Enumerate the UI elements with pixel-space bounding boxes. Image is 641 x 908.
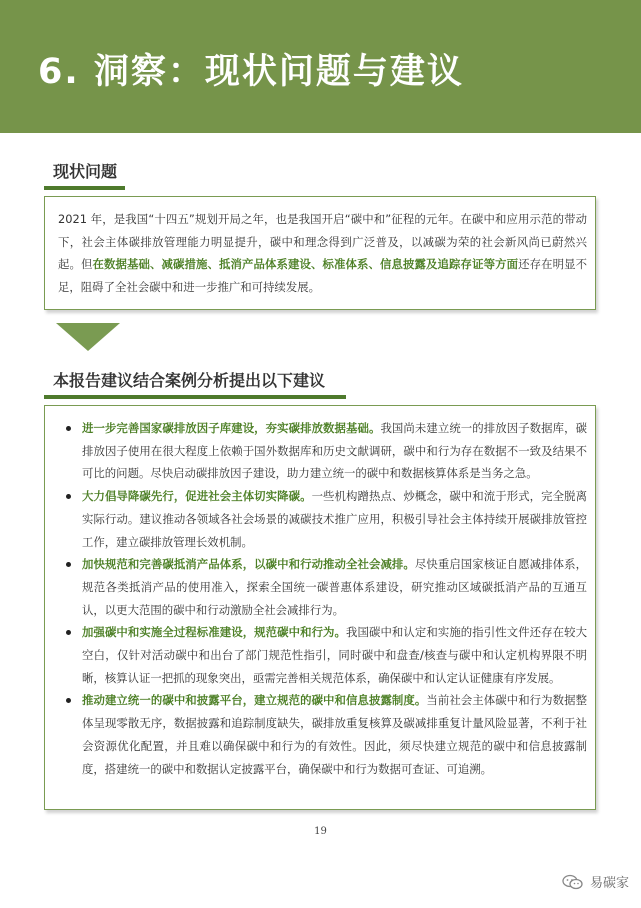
page-number: 19 — [314, 826, 327, 837]
recommendations-panel — [44, 405, 596, 810]
section-underline — [44, 395, 346, 399]
recommendation-body: 我国碳中和认定和实施的指引性文件还存在较大空白，仅针对活动碳中和出台了部门规范性指引，同时碳中和盘查/核查与碳中和认定机构界限不明晰，核算认证一把抓的现象突出，亟需完善相关规范体系，确保碳中和认定认证健康有序发展。 — [82, 625, 587, 685]
paragraph-highlight: 在数据基础、减碳措施、抵消产品体系建设、标准体系、信息披露及追踪存证等方面 — [92, 257, 519, 272]
recommendation-body: 尽快重启国家核证自愿减排体系，规范各类抵消产品的使用准入，探索全国统一碳普惠体系建设，研究推动区域碳抵消产品的互通互认，以更大范围的碳中和行动激励全社会减排行为。 — [82, 557, 587, 617]
section-title-current-issues: 现状问题 — [53, 162, 118, 181]
bullet-icon — [66, 698, 71, 703]
recommendation-item — [58, 553, 587, 621]
recommendation-lead: 加快规范和完善碳抵消产品体系，以碳中和行动推动全社会减排。 — [82, 557, 415, 572]
recommendation-item — [58, 485, 587, 553]
page-header — [0, 0, 641, 133]
recommendation-item — [58, 621, 587, 689]
page-title: 6. 洞察：现状问题与建议 — [38, 52, 464, 92]
bullet-icon — [66, 426, 71, 431]
paragraph-text: 2021 年，是我国“十四五”规划开局之年，也是我国开启“碳中和”征程的元年。在碳中和应用示范的带动下，社会主体碳排放管理能力明显提升，碳中和理念得到广泛普及，以减碳为荣的社会新风尚已蔚然兴起。但 — [58, 212, 587, 272]
recommendation-body: 我国尚未建立统一的排放因子数据库，碳排放因子使用在很大程度上依赖于国外数据库和历史文献调研，碳中和行为存在数据不一致及结果不可比的问题。尽快启动碳排放因子建设，助力建立统一的碳中和数据核算体系是当务之急。 — [82, 421, 587, 481]
recommendations-list — [58, 417, 587, 780]
recommendation-lead: 加强碳中和实施全过程标准建设，规范碳中和行为。 — [82, 625, 347, 640]
recommendation-body: 一些机构蹭热点、炒概念，碳中和流于形式，完全脱离实际行动。建议推动各领域各社会场景的减碳技术推广应用，积极引导社会主体持续开展碳排放管控工作，建立碳排放管理长效机制。 — [82, 489, 587, 549]
recommendation-lead: 进一步完善国家碳排放因子库建设，夯实碳排放数据基础。 — [82, 421, 381, 435]
recommendation-body: 当前社会主体碳中和行为数据整体呈现零散无序，数据披露和追踪制度缺失，碳排放重复核算及碳减排重复计量风险显著，不利于社会资源优化配置，并且难以确保碳中和行为的有效性。因此，须尽快建立规范的碳中和信息披露制度，搭建统一的碳中和数据认定披露平台，确保碳中和行为数据可查证、可追溯。 — [82, 693, 587, 776]
section-underline — [44, 186, 125, 190]
bullet-icon — [66, 494, 71, 499]
recommendation-lead: 推动建立统一的碳中和披露平台，建立规范的碳中和信息披露制度。 — [82, 693, 427, 708]
current-issues-paragraph — [58, 208, 587, 299]
watermark — [562, 872, 629, 891]
paragraph-text: 还存在明显不足，阻碍了全社会碳中和进一步推广和可持续发展。 — [58, 257, 587, 295]
recommendation-lead: 大力倡导降碳先行，促进社会主体切实降碳。 — [82, 489, 312, 504]
recommendation-item — [58, 417, 587, 485]
bullet-icon — [66, 562, 71, 567]
down-arrow-icon — [56, 323, 120, 351]
wechat-icon — [562, 874, 584, 890]
current-issues-panel — [44, 196, 596, 310]
bullet-icon — [66, 630, 71, 635]
recommendation-item — [58, 689, 587, 780]
watermark-text: 易碳家 — [589, 876, 629, 891]
section-title-recommendations: 本报告建议结合案例分析提出以下建议 — [53, 371, 326, 390]
